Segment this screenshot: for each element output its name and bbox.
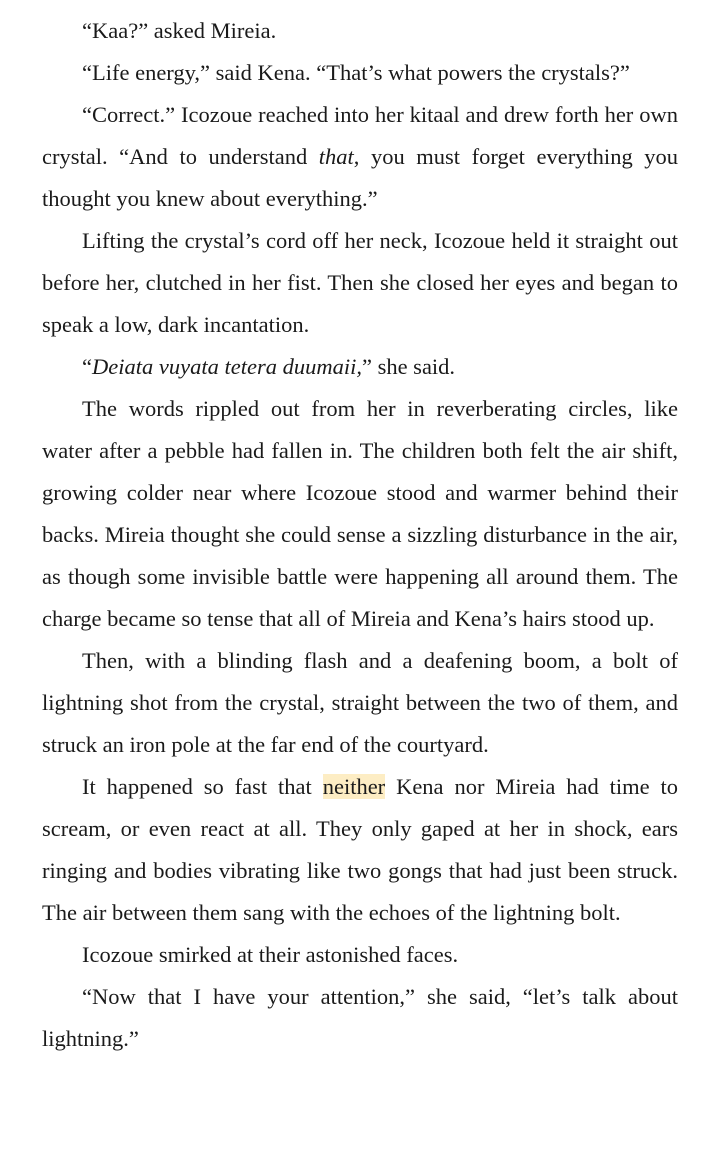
paragraph-text: , you must forget everything you thought you knew about everything.” [42, 144, 678, 211]
highlighted-word[interactable]: neither [322, 774, 386, 799]
incantation-text: Deiata vuyata tetera duumaii, [92, 354, 362, 379]
book-page [42, 10, 678, 1060]
paragraph: “Kaa?” asked Mireia. [82, 18, 277, 43]
paragraph-text: “Correct.” Icozoue reached into her kitaal and drew forth her own crystal. “And to understand [42, 102, 678, 169]
paragraph: “Life energy,” said Kena. “That’s what powers the crystals?” [82, 60, 630, 85]
paragraph-text: ” she said. [361, 354, 456, 379]
paragraph: Then, with a blinding flash and a deafening boom, a bolt of lightning shot from the crystal, straight between the two of them, and struck an iron pole at the far end of the courtyard. [42, 648, 678, 757]
paragraph [42, 346, 678, 388]
paragraph: Icozoue smirked at their astonished faces. [82, 942, 459, 967]
paragraph-text: It happened so fast that [82, 774, 323, 799]
paragraph: Lifting the crystal’s cord off her neck, Icozoue held it straight out before her, clutched in her fist. Then she closed her eyes and began to speak a low, dark incantation. [42, 228, 678, 337]
paragraph-text: “ [82, 354, 92, 379]
paragraph [42, 766, 678, 934]
paragraph [42, 94, 678, 220]
paragraph: “Now that I have your attention,” she said, “let’s talk about lightning.” [42, 984, 678, 1051]
paragraph-text: Kena nor Mireia had time to scream, or even react at all. They only gaped at her in shock, ears ringing and bodies vibrating like two gongs that had just been struck. The air between them sang with the echoes of the lightning bolt. [42, 774, 679, 925]
emphasized-text: that [318, 144, 354, 169]
paragraph: The words rippled out from her in reverberating circles, like water after a pebble had fallen in. The children both felt the air shift, growing colder near where Icozoue stood and warmer behind their backs. Mireia thought she could sense a sizzling disturbance in the air, as though some invisible battle were happening all around them. The charge became so tense that all of Mireia and Kena’s hairs stood up. [42, 396, 678, 631]
